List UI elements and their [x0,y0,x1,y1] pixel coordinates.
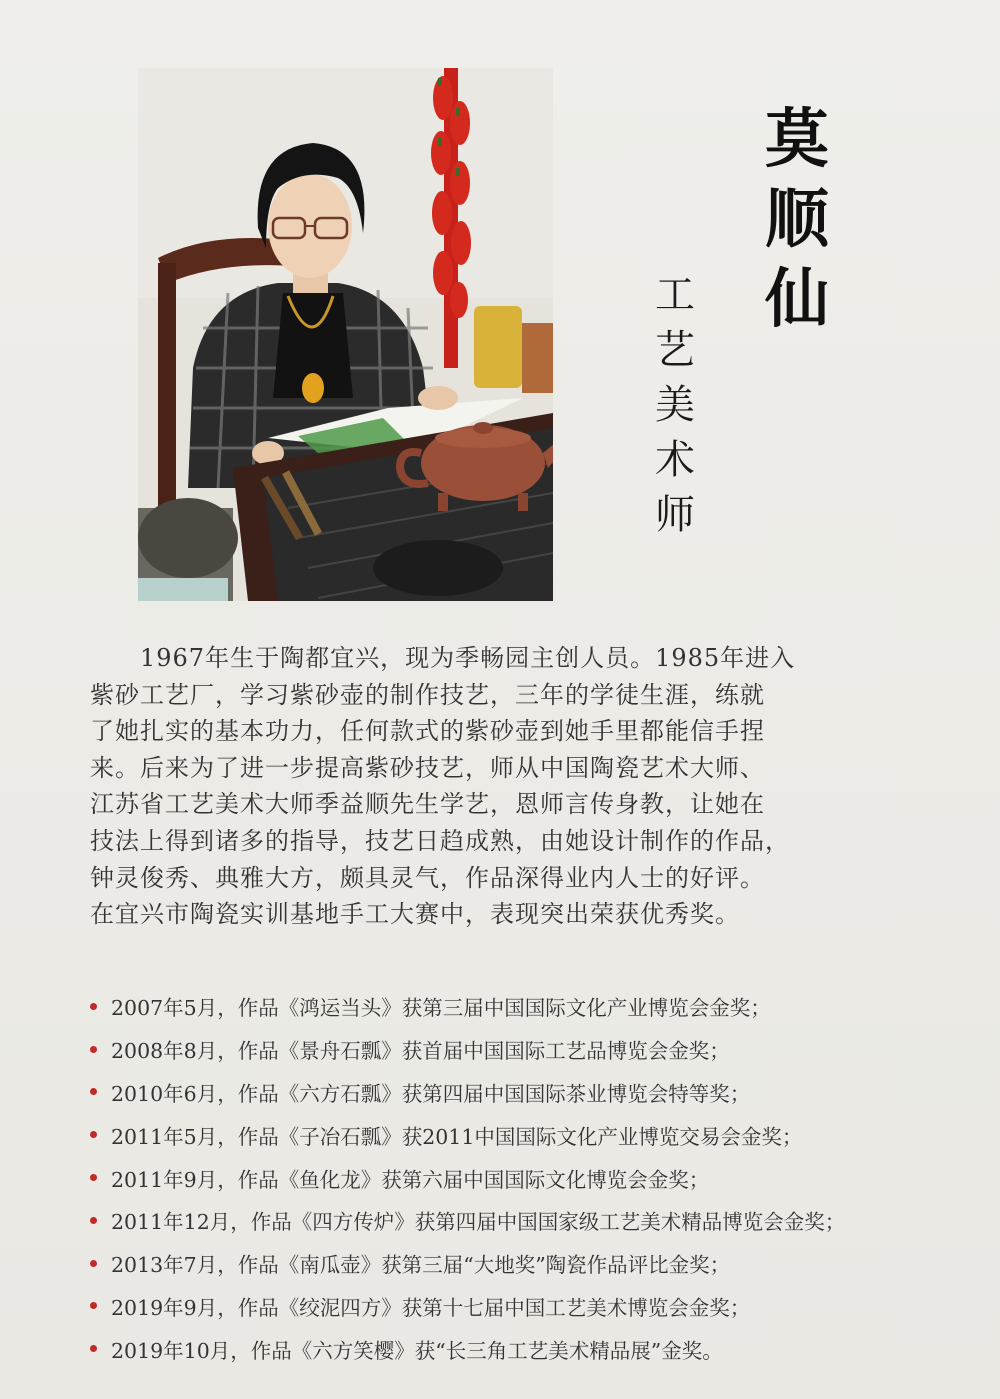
award-text: 2008年8月，作品《景舟石瓢》获首届中国国际工艺品博览会金奖； [111,1039,730,1064]
award-item [90,1028,950,1071]
artist-name [752,100,842,340]
award-item [90,1113,950,1156]
portrait-photo [138,68,553,601]
title-char: 美 [655,382,695,428]
biography [90,640,940,933]
award-text: 2019年10月，作品《六方笑樱》获“长三角工艺美术精品展”金奖。 [111,1338,723,1363]
bullet-dot-icon [90,1003,97,1010]
awards-list [90,985,950,1370]
bio-line: 1967年生于陶都宜兴，现为季畅园主创人员。1985年进入 [140,644,796,672]
bio-line: 来。后来为了进一步提高紫砂技艺，师从中国陶瓷艺术大师、 [90,753,765,782]
title-char: 工 [655,272,695,318]
bullet-dot-icon [90,1217,97,1224]
award-text: 2019年9月，作品《绞泥四方》获第十七届中国工艺美术博览会金奖； [111,1295,751,1320]
bio-line: 了她扎实的基本功力，任何款式的紫砂壶到她手里都能信手捏 [90,717,765,746]
award-text: 2011年12月，作品《四方传炉》获第四届中国国家级工艺美术精品博览会金奖； [111,1210,846,1235]
bullet-dot-icon [90,1345,97,1352]
name-char: 莫 [765,102,829,177]
bio-line: 钟灵俊秀、典雅大方，颇具灵气，作品深得业内人士的好评。 [90,863,765,892]
award-item [90,1285,950,1328]
bullet-dot-icon [90,1131,97,1138]
bullet-dot-icon [90,1174,97,1181]
title-char: 艺 [655,327,695,373]
award-text: 2011年5月，作品《子冶石瓢》获2011中国国际文化产业博览交易会金奖； [111,1124,803,1149]
award-text: 2013年7月，作品《南瓜壶》获第三届“大地奖”陶瓷作品评比金奖； [111,1253,731,1278]
award-text: 2007年5月，作品《鸿运当头》获第三届中国国际文化产业博览会金奖； [111,996,771,1021]
award-text: 2010年6月，作品《六方石瓢》获第四届中国国际茶业博览会特等奖； [111,1081,751,1106]
award-item [90,985,950,1028]
award-item [90,1156,950,1199]
name-char: 顺 [765,182,829,257]
award-item [90,1199,950,1242]
name-char: 仙 [765,262,829,337]
bio-line: 在宜兴市陶瓷实训基地手工大赛中，表现突出荣获优秀奖。 [90,900,740,929]
bullet-dot-icon [90,1302,97,1309]
bio-line: 技法上得到诸多的指导，技艺日趋成熟，由她设计制作的作品， [90,826,790,855]
artist-title [645,268,705,543]
award-item [90,1071,950,1114]
title-char: 术 [655,437,695,483]
bio-line: 江苏省工艺美术大师季益顺先生学艺，恩师言传身教，让她在 [90,790,765,819]
award-item [90,1327,950,1370]
award-text: 2011年9月，作品《鱼化龙》获第六届中国国际文化博览会金奖； [111,1167,710,1192]
bullet-dot-icon [90,1046,97,1053]
title-char: 师 [655,492,695,538]
bio-line: 紫砂工艺厂，学习紫砂壶的制作技艺，三年的学徒生涯，练就 [90,680,765,709]
award-item [90,1242,950,1285]
bullet-dot-icon [90,1088,97,1095]
bullet-dot-icon [90,1260,97,1267]
